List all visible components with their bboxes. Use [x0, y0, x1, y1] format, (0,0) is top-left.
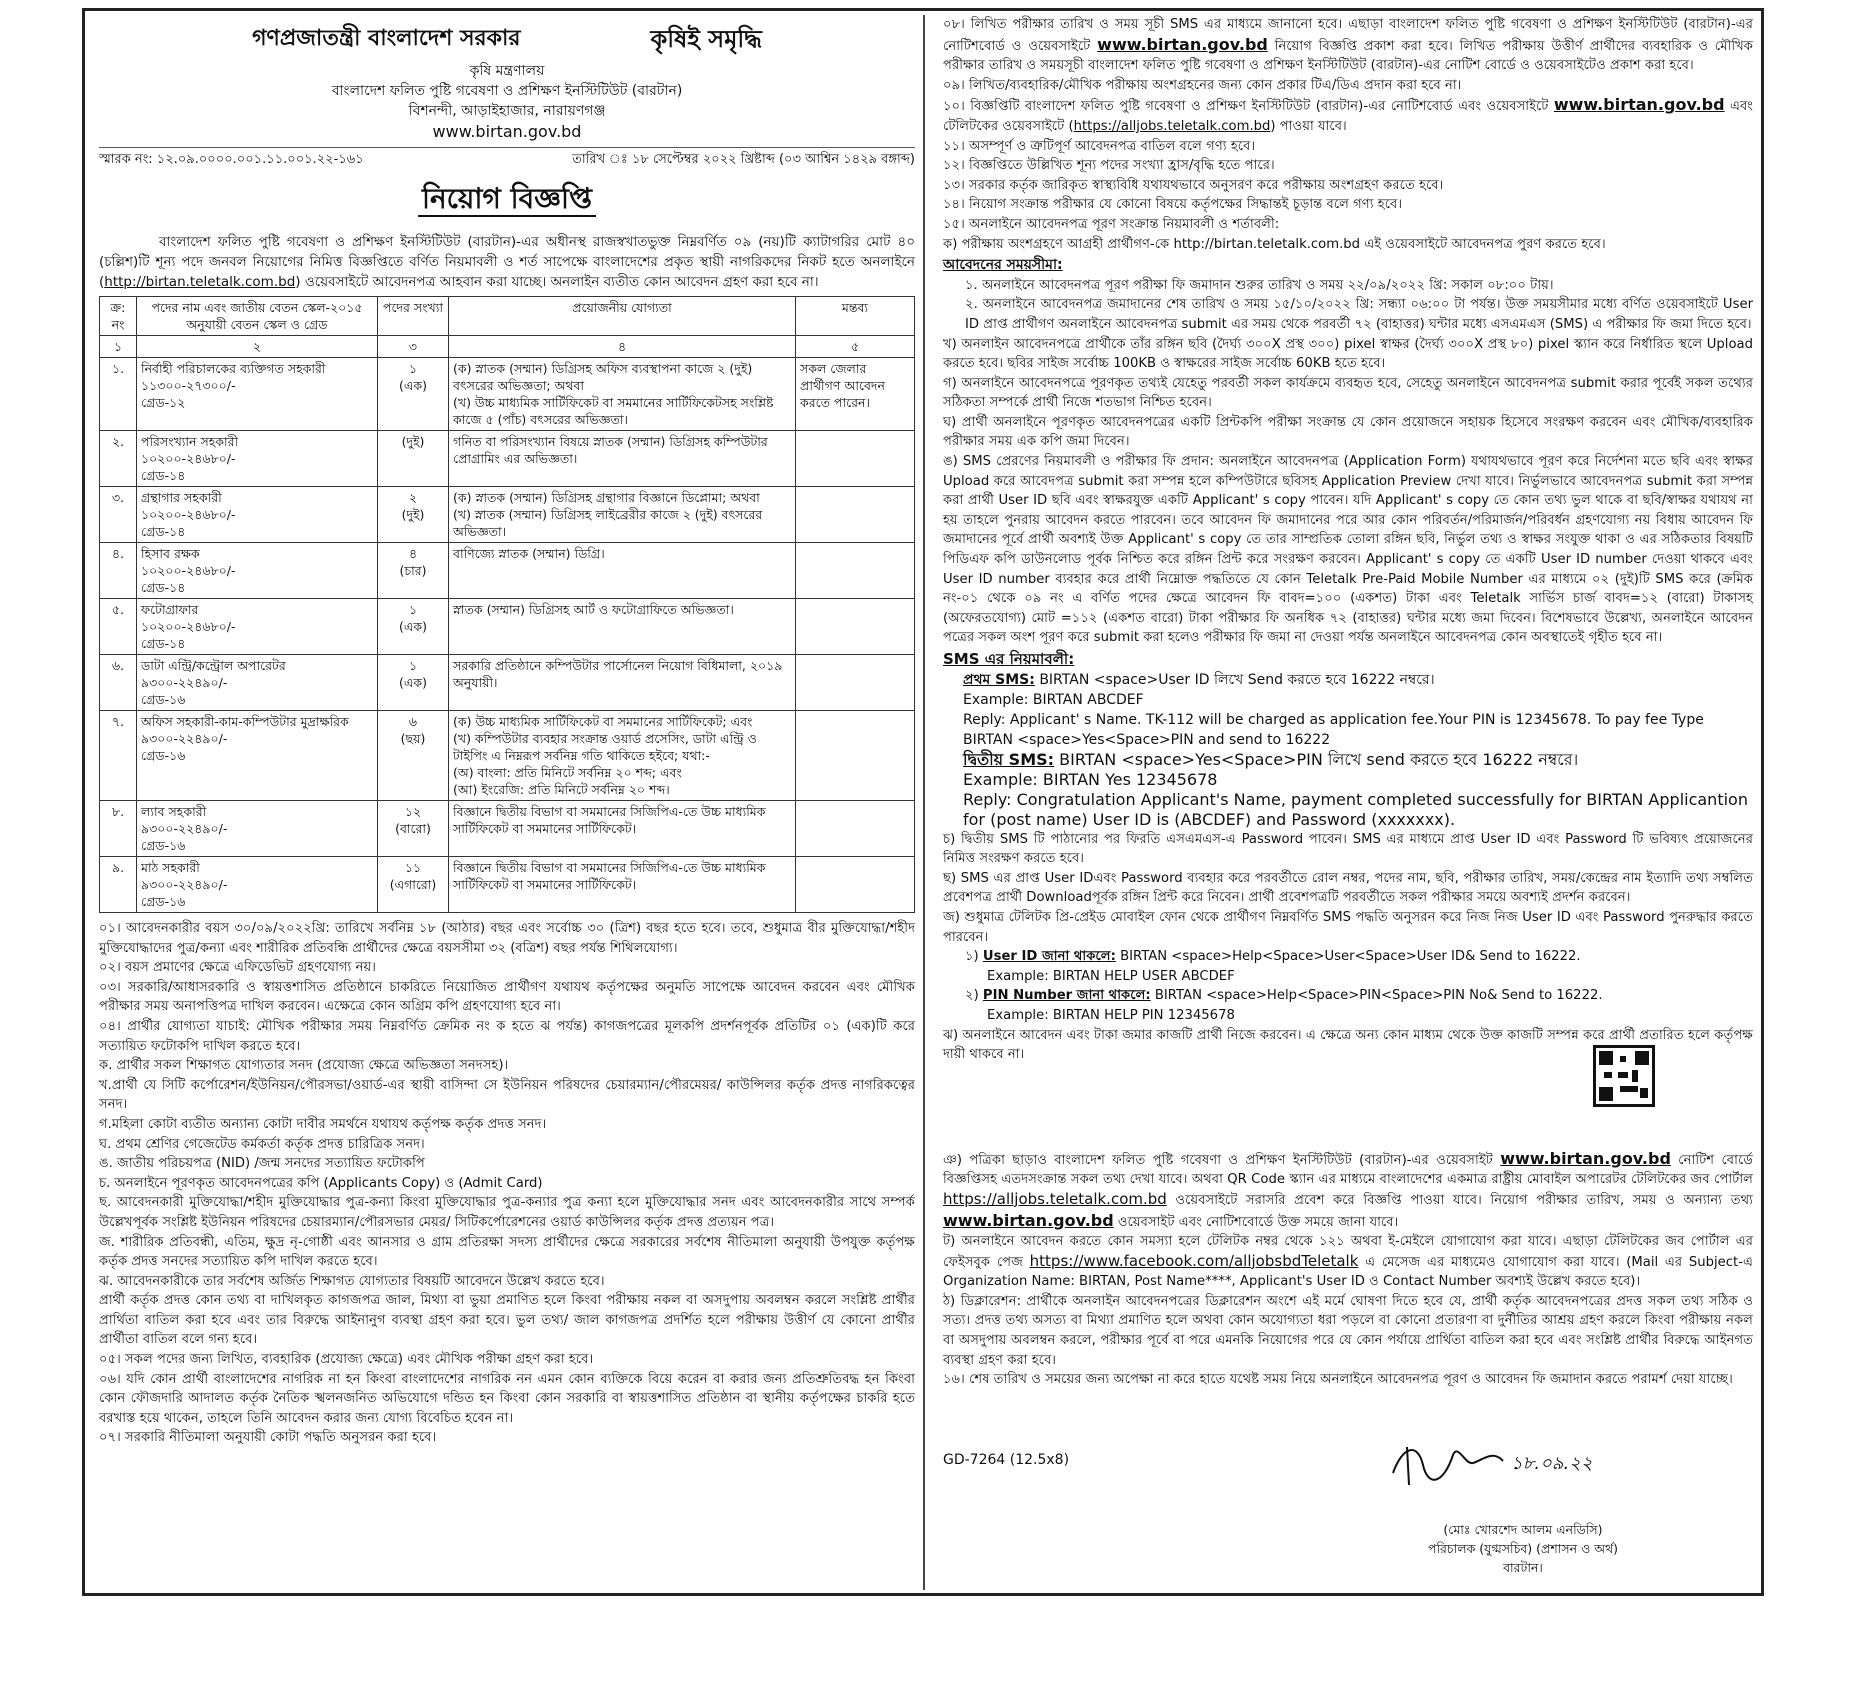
- qualification-line: (ক) স্নাতক (সম্মান) ডিগ্রিসহ অফিস ব্যবস্থাপনা কাজে ২ (দুই) বৎসরের অভিজ্ঞতা; অথবা: [453, 361, 753, 393]
- qualification-line: (অ) বাংলা: প্রতি মিনিটে সর্বনিম্ন ২০ শব্দ; এবং: [453, 765, 682, 780]
- serial-cell: ৬.: [100, 655, 137, 711]
- col-number: ৫: [796, 336, 915, 358]
- table-row: [100, 543, 915, 599]
- post-count-word: (এক): [398, 675, 427, 690]
- condition-15: ১৫। অনলাইনে আবেদনপত্র পূরণ সংক্রান্ত নিয়মাবলী ও শর্তাবলী:: [943, 216, 1280, 232]
- website-link[interactable]: www.birtan.gov.bd: [1553, 95, 1725, 115]
- memo-number: স্মারক নং: ১২.০৯.০০০০.০০১.১১.০০১.২২-১৬১: [99, 152, 364, 167]
- col-header-post: পদের নাম এবং জাতীয় বেতন স্কেল-২০১৫ অনুযায়ী বেতন স্কেল ও গ্রেড: [137, 297, 378, 336]
- password-rule: চ) দ্বিতীয় SMS টি পাঠানোর পর ফিরতি এসএমএস-এ Password পাবেন। SMS এর মাধ্যমে প্রাপ্ত User ID এবং Password টি ভবিষ্যৎ প্রয়োজনের নিমিত্ত সংরক্ষণ করতে হবে।: [943, 831, 1753, 867]
- header-top-row: [99, 21, 915, 61]
- institute-website[interactable]: www.birtan.gov.bd: [432, 122, 582, 141]
- post-name: অফিস সহকারী-কাম-কম্পিউটার মুদ্রাক্ষরিক: [141, 714, 349, 729]
- qualification-line: বিজ্ঞানে দ্বিতীয় বিভাগ বা সমমানের সিজিপিএ-তে উচ্চ মাধ্যমিক সার্টিফিকেট বা সমমানের সার্টিফিকেট।: [453, 804, 766, 836]
- first-sms-label: প্রথম SMS:: [963, 671, 1035, 688]
- post-cell: [137, 358, 378, 431]
- deadline-start: ১. অনলাইনে আবেদনপত্র পূরণ পরীক্ষা ফি জমাদান শুরুর তারিখ ও সময় ২২/০৯/২০২২ খ্রি: সকাল ০৮:০০ টায়।: [965, 277, 1554, 293]
- post-name: হিসাব রক্ষক: [141, 546, 200, 561]
- qr-module: [1620, 1086, 1638, 1092]
- condition-09: ০৯। লিখিত/ব্যবহারিক/মৌখিক পরীক্ষায় অংশগ্রহনের জন্য কোন প্রকার টিএ/ডিএ প্রদান করা হবে না।: [943, 77, 1462, 93]
- admit-card-rule: ছ) SMS এর প্রাপ্ত User IDএবং Password ব্যবহার করে পরবর্তীতে রোল নম্বর, পদের নাম, ছবি, পরীক্ষার তারিখ, সময়/কেন্দ্রের নাম ইত্যাদি তথ্য সম্বলিত প্রবেশপত্র প্রার্থী Downloadপূর্বক রঙ্গিন প্রিন্ট করে নিবেন। প্রার্থী প্রবেশপত্রটি পরবর্তীতে সকল পরীক্ষার সময়ে অবশ্যই প্রদর্শন করবেন।: [943, 870, 1753, 906]
- remarks-cell: সকল জেলার প্রার্থীগণ আবেদন করতে পারেন।: [796, 358, 915, 431]
- table-row: [100, 857, 915, 913]
- qualification-cell: [449, 857, 796, 913]
- qualification-line: (খ) উচ্চ মাধ্যমিক সার্টিফিকেট বা সমমানের সার্টিফিকেটসহ সংশ্লিষ্ট কাজে ৫ (পাঁচ) বৎসরের অভিজ্ঞতা।: [453, 395, 774, 427]
- qualification-cell: [449, 599, 796, 655]
- serial-cell: ৩.: [100, 487, 137, 543]
- qualification-line: (খ) স্নাতক (সম্মান) ডিগ্রিসহ লাইব্রেরীর কাজে ২ (দুই) বৎসরের অভিজ্ঞতা।: [453, 507, 763, 539]
- institute-name: বাংলাদেশ ফলিত পুষ্টি গবেষণা ও প্রশিক্ষণ ইনস্টিটিউট (বারটান): [331, 83, 683, 99]
- serial-cell: ৫.: [100, 599, 137, 655]
- condition-item: ঙ. জাতীয় পরিচয়পত্র (NID) /জন্ম সনদের সত্যায়িত ফটোকপি: [99, 1156, 425, 1172]
- deadline-end: ২. অনলাইনে আবেদনপত্র জমাদানের শেষ তারিখ ও সময় ১৫/১০/২০২২ খ্রি: সন্ধ্যা ০৬:০০ টা পর্যন্ত। উক্ত সময়সীমার মধ্যে বর্ণিত ওয়েবসাইটে User ID প্রাপ্ত প্রার্থীগণ অনলাইনে আবেদনপত্র submit এর সময় থেকে পরবর্তী ৭২ (বাহাত্তর) ঘন্টার মধ্যে এসএমএস (SMS) এ পরীক্ষার ফি জমা দিতে হবে।: [965, 297, 1753, 332]
- condition-text: ওয়েবসাইট এবং নোটিশবোর্ডে উক্ত সময়ে জানা যাবে।: [1117, 1214, 1399, 1230]
- qualification-cell: [449, 801, 796, 857]
- count-cell: [378, 487, 449, 543]
- recover-userid-example: Example: BIRTAN HELP USER ABCDEF: [987, 968, 1235, 984]
- printcopy-rule: ঘ) প্রার্থী অনলাইনে পূরণকৃত আবেদনপত্রের একটি প্রিন্টকপি পরীক্ষা সংক্রান্ত যে কোন প্রয়োজনে সহায়ক হিসেবে সংরক্ষণ করবেন এবং মৌখিক/ব্যবহারিক পরীক্ষার সময় এক কপি জমা দিবেন।: [943, 414, 1753, 450]
- second-sms-reply: Reply: Congratulation Applicant's Name, payment completed successfully for BIRTAN Applicantion for (post name) User ID is (ABCDEF) and Password (xxxxxxx).: [963, 789, 1748, 829]
- institute-address: বিশনন্দী, আড়াইহাজার, নারায়ণগঞ্জ: [408, 103, 606, 119]
- post-name: মাঠ সহকারী: [141, 860, 200, 875]
- qr-code[interactable]: [1593, 1045, 1655, 1107]
- declaration-rule: ঠ) ডিক্লারেশন: প্রার্থীকে অনলাইন আবেদনপত্রের ডিক্লারেশন অংশে এই মর্মে ঘোষণা দিতে হবে যে, প্রার্থী কর্তৃক আবেদনপত্রের প্রদত্ত সকল তথ্য সঠিক ও সত্য। প্রদত্ত তথ্য অসত্য বা মিথ্যা প্রমাণিত হলে অথবা কোন অযোগ্যতা ধরা পড়লে বা কোনো প্রতারণা বা দুর্নীতির আশ্রয় গ্রহণ করলে কিংবা পরীক্ষায় নকল বা অসদুপায় অবলম্বন করলে, পরীক্ষার পূর্বে বা পরে এমনকি নিয়োগের পরে যে কোন পর্যায়ে প্রার্থিতা বাতিল করা হবে এবং সংশ্লিষ্ট প্রার্থীর বিরুদ্ধে আইনগত ব্যবস্থা গ্রহণ করা হবে।: [943, 1293, 1753, 1368]
- recover-userid-label: User ID জানা থাকলে:: [982, 949, 1116, 965]
- qr-module: [1640, 1088, 1648, 1098]
- grade: গ্রেড-১৬: [141, 894, 186, 909]
- col-header-remarks: মন্তব্য: [796, 297, 915, 336]
- qr-module: [1618, 1072, 1628, 1078]
- condition-16: ১৬। শেষ তারিখ ও সময়ের জন্য অপেক্ষা না করে হাতে যথেষ্ট সময় নিয়ে অনলাইনে আবেদনপত্র পূরণ ও আবেদন ফি জমাদান করতে পরামর্শ দেয়া যাচ্ছে।: [943, 1372, 1733, 1388]
- qualification-line: (আ) ইংরেজি: প্রতি মিনিটে সর্বনিম্ন ২০ শব্দ।: [453, 782, 670, 797]
- grade: গ্রেড-১৪: [141, 580, 186, 595]
- count-cell: [378, 431, 449, 487]
- condition-text: ঞ) পত্রিকা ছাড়াও বাংলাদেশ ফলিত পুষ্টি গবেষণা ও প্রশিক্ষণ ইনস্টিটিউট (বারটান)-এর ওয়েবসাইট: [943, 1152, 1493, 1168]
- memo-row: [99, 147, 915, 171]
- recover-pin-example: Example: BIRTAN HELP PIN 12345678: [987, 1007, 1235, 1023]
- condition-item: ০২। বয়স প্রমাণের ক্ষেত্রে এফিডেভিট গ্রহণযোগ্য নয়।: [99, 960, 376, 976]
- count-cell: [378, 358, 449, 431]
- photo-signature-rule: খ) অনলাইন আবেদনপত্রে প্রার্থীকে তাঁর রঙ্গিন ছবি (দৈর্ঘ্য ৩০০X প্রস্থ ৩০০) pixel স্বাক্ষর (দৈর্ঘ্য ৩০০X প্রস্থ ৮০) pixel স্ক্যান করে নির্ধারিত স্থলে Upload করতে হবে। ছবির সাইজ সর্বোচ্চ 100KB ও স্বাক্ষরের সাইজ সর্বোচ্চ 60KB হতে হবে।: [943, 336, 1753, 372]
- teletalk-link[interactable]: https://alljobs.teletalk.com.bd: [1073, 118, 1271, 134]
- remarks-cell: [796, 487, 915, 543]
- sms-fee-rule: ঙ) SMS প্রেরণের নিয়মাবলী ও পরীক্ষার ফি প্রদান: অনলাইনে আবেদনপত্র (Application Form) যথাযথভাবে পূরণ করে নির্দেশনা মতে ছবি এবং স্বাক্ষর Upload করে আবেদপত্র submit করা সম্পন্ন হলে কম্পিউটারে ছবিসহ Application Preview দেখা যাবে। নির্ভুলভাবে আবেদনপত্র submit করা সম্পন্ন করা প্রার্থী User ID ছবি এবং স্বাক্ষরযুক্ত একটি Applicant' s copy পাবেন। যদি Applicant' s copy তে কোন তথ্য ভুল থাকে বা ছবি/স্বাক্ষর যথাযথ না হয় তাহলে পুনরায় আবেদন করতে পারবেন। তবে আবেদন ফি জমাদানের পরে আর কোন পরিবর্তন/পরিমার্জন/পরিবর্ধন গ্রহণযোগ্য নয় বিধায় আবেদন ফি জমাদানের পূর্বে প্রার্থী অবশ্যই উক্ত Applicant' s copy তে তার সাম্প্রতিক তোলা রঙ্গিন ছবি, নির্ভুল তথ্য ও স্বাক্ষর সংযুক্ত থাকা ও এর সঠিকতার বিষয়টি পিডিএফ কপি ডাউনলোড পূর্বক নিশ্চিত করে রঙ্গিন প্রিন্ট করে সংরক্ষণ করবেন। Applicant' s copy তে একটি User ID number দেওয়া থাকবে এবং User ID number ব্যবহার করে প্রার্থী নিম্নোক্ত পদ্ধতিতে যে কোন Teletalk Pre-Paid Mobile Number এর মাধ্যমে ০২ (দুই)টি SMS করে (ক্রমিক নং-০১ থেকে ০৯ নং এ বর্ণিত পদের ক্ষেত্রে আবেদন ফি বাবদ=১০০ (একশত) টাকা এবং Teletalk সার্ভিস চার্জ বাবদ=১২ (বারো) টাকাসহ (অফেরতযোগ্য) মোট =১১২ (একশত বারো) টাকা পরীক্ষার ফি অনধিক ৭২ (বাহাত্তর) ঘন্টার মধ্যে জমা দিবেন। বিশেষভাবে উল্লেখ্য, অনলাইনে আবেদন পত্রের সকল অংশ পূরণ করে submit করা হলেও পরীক্ষার ফি জমা না দেওয়া পর্যন্ত অনলাইনে আবেদনপত্র কোন অবস্থাতেই গৃহীত হবে না।: [943, 454, 1753, 646]
- qualification-line: সরকারি প্রতিষ্ঠানে কম্পিউটার পার্সোনেল নিয়োগ বিধিমালা, ২০১৯ অনুযায়ী।: [453, 658, 783, 690]
- title-text: নিয়োগ বিজ্ঞপ্তি: [418, 182, 596, 217]
- posts-table: [99, 296, 915, 913]
- recovery-rule: জ) শুধুমাত্র টেলিটক প্রি-প্রেইড মোবাইল ফোন থেকে প্রার্থীগণ নিম্নবর্ণিত SMS পদ্ধতি অনুসরন করে নিজ নিজ User ID এবং Password পুনরুদ্ধার করতে পারবেন।: [943, 909, 1753, 945]
- pay-scale: ১১৩০০-২৭৩০০/-: [141, 378, 236, 393]
- grade: গ্রেড-১৬: [141, 838, 186, 853]
- first-sms-example: Example: BIRTAN ABCDEF: [963, 691, 1144, 708]
- condition-08: [943, 15, 1753, 76]
- recover-userid-text: BIRTAN <space>Help<Space>User<Space>User ID& Send to 16222.: [1120, 949, 1581, 965]
- qr-finder: [1599, 1087, 1613, 1101]
- condition-text: ওয়েবসাইটে সরাসরি প্রবেশ করে বিজ্ঞপ্তি পাওয়া যাবে। নিয়োগ পরীক্ষার তারিখ, সময় ও অন্যান্য তথ্য: [1175, 1192, 1753, 1208]
- signatory-name: (মোঃ খোরশেদ আলম এনডিসি): [1443, 1522, 1603, 1537]
- condition-text: নোটিশ বোর্ডে বিজ্ঞপ্তিসহ এতদসংক্রান্ত সকল তথ্য দেখা যাবে। অথবা QR Code স্ক্যান এর মাধ্যমে বাংলাদেশের একমাত্র রাষ্ট্রীয় মোবাইল অপারেটর টেলিটকের জব পোর্টাল: [943, 1152, 1753, 1188]
- qualification-line: (ক) উচ্চ মাধ্যমিক সার্টিফিকেট বা সমমানের সার্টিফিকেট; এবং: [453, 714, 753, 729]
- qr-finder: [1599, 1051, 1613, 1065]
- serial-cell: ৪.: [100, 543, 137, 599]
- application-link[interactable]: http://birtan.teletalk.com.bd: [104, 274, 296, 290]
- serial-cell: ৯.: [100, 857, 137, 913]
- second-sms-label: দ্বিতীয় SMS:: [963, 749, 1055, 769]
- table-row: [100, 431, 915, 487]
- column-number-row: [100, 336, 915, 358]
- qr-module: [1632, 1070, 1638, 1082]
- slogan: কৃষিই সমৃদ্ধি: [650, 25, 762, 53]
- intro-text-1: বাংলাদেশ ফলিত পুষ্টি গবেষণা ও প্রশিক্ষণ ইনস্টিটিউট (বারটান)-এর অধীনস্থ রাজস্বখাতভুক্ত নিম্নবর্ণিত ০৯ (নয়)টি ক্যাটাগরির মোট ৪০ (চল্লিশ)টি শূন্য পদে জনবল নিয়োগের নিমিত্ত বিজ্ঞপ্তিতে বর্ণিত নিয়মাবলী ও শর্ত সাপেক্ষে বাংলাদেশের প্রকৃত স্থায়ী নাগরিকদের নিকট হতে অনলাইনে (: [99, 234, 915, 290]
- qualification-line: বাণিজ্যে স্নাতক (সম্মান) ডিগ্রি।: [453, 546, 605, 561]
- qualification-cell: [449, 655, 796, 711]
- sms-rules-heading: SMS এর নিয়মাবলী:: [943, 650, 1075, 668]
- remarks-cell: [796, 711, 915, 801]
- post-count-word: (এক): [398, 378, 427, 393]
- count-cell: [378, 655, 449, 711]
- col-number: ৪: [449, 336, 796, 358]
- condition-text: এ মেসেজ এর মাধ্যমেও যোগাযোগ করা যাবে। (Mail এর Subject-এ Organization Name: BIRTAN, Post Name****, Applicant's User ID ও Contact Number অবশ্যই উল্লেখ করতে হবে)।: [943, 1254, 1753, 1290]
- teletalk-link[interactable]: https://alljobs.teletalk.com.bd: [943, 1189, 1167, 1208]
- pay-scale: ৯৩০০-২২৪৯০/-: [141, 731, 228, 746]
- qualification-line: গনিত বা পরিসংখ্যান বিষয়ে স্নাতক (সম্মান) ডিগ্রিসহ কম্পিউটার প্রোগ্রামিং এর অভিজ্ঞতা।: [453, 434, 768, 466]
- col-header-qualification: প্রয়োজনীয় যোগ্যতা: [449, 297, 796, 336]
- serial-cell: ২.: [100, 431, 137, 487]
- condition-item: ছ. আবেদনকারী মুক্তিযোদ্ধা/শহীদ মুক্তিযোদ্ধার পুত্র-কন্যা কিংবা মুক্তিযোদ্ধার পুত্র-কন্যার পুত্র কন্যা হলে মুক্তিযোদ্ধার সনদ এবং আবেদনকারীর সাথে সম্পর্ক উল্লেখপূর্বক সংশ্লিষ্ট ইউনিয়ন পরিষদের চেয়ারম্যান/পৌরসভার মেয়র/ সিটিকর্পোরেশনের ওয়ার্ড কাউন্সিলর কর্তৃক প্রদত্ত প্রত্যয়ন পত্র।: [99, 1195, 915, 1230]
- condition-text: এবং টেলিটকের ওয়েবসাইটে (: [943, 99, 1753, 134]
- condition-13: ১৩। সরকার কর্তৃক জারিকৃত স্বাস্থ্যবিধি যথাযথভাবে অনুসরণ করে পরীক্ষায় অংশগ্রহণ করতে হবে।: [943, 177, 1444, 193]
- post-count: ৬: [408, 714, 418, 729]
- post-name: ডাটা এন্ট্রি/কন্ট্রোল অপারেটর: [141, 658, 286, 673]
- post-count: ১: [408, 361, 418, 376]
- pay-scale: ৯৩০০-২২৪৯০/-: [141, 821, 228, 836]
- post-name: ল্যাব সহকারী: [141, 804, 207, 819]
- pay-scale: ১০২০০-২৪৬৮০/-: [141, 507, 236, 522]
- remarks-cell: [796, 857, 915, 913]
- gd-number: GD-7264 (12.5x8): [943, 1452, 1070, 1468]
- table-row: [100, 801, 915, 857]
- intro-text-2: ) ওয়েবসাইটে আবেদনপত্র আহবান করা যাচ্ছে। অনলাইন ব্যতীত কোন আবেদন গ্রহণ করা হবে না।: [295, 274, 819, 290]
- second-sms-text: BIRTAN <space>Yes<Space>PIN লিখে send করতে হবে 16222 নম্বরে।: [1059, 749, 1579, 769]
- condition-item: ক. প্রার্থীর সকল শিক্ষাগত যোগ্যতার সনদ (প্রযোজ্য ক্ষেত্রে অভিজ্ঞতা সনদসহ)।: [99, 1058, 509, 1074]
- post-count: ১১: [404, 860, 422, 875]
- website-link[interactable]: www.birtan.gov.bd: [943, 1210, 1114, 1230]
- condition-item: খ.প্রার্থী যে সিটি কর্পোরেশন/ইউনিয়ন/পৌরসভা/ওয়ার্ড-এর স্থায়ী বাসিন্দা সে ইউনিয়ন পরিষদের চেয়ারম্যান/পৌরমেয়র/ কাউন্সিলর কর্তৃক প্রদত্ত নাগরিকত্বের সনদ।: [99, 1077, 915, 1113]
- grade: গ্রেড-১৬: [141, 748, 186, 763]
- post-cell: [137, 655, 378, 711]
- sms-instructions: [943, 670, 1753, 830]
- notice-date: তারিখ ঃ ১৮ সেপ্টেম্বর ২০২২ খ্রিষ্টাব্দ (০৩ আশ্বিন ১৪২৯ বঙ্গাব্দ): [572, 152, 915, 167]
- qr-module: [1604, 1072, 1612, 1078]
- website-link[interactable]: www.birtan.gov.bd: [1500, 1148, 1671, 1168]
- condition-item: প্রার্থী কর্তৃক প্রদত্ত কোন তথ্য বা দাখিলকৃত কাগজপত্র জাল, মিথ্যা বা ভুয়া প্রমাণিত হলে কিংবা পরীক্ষায় নকল বা অসদুপায় অবলম্বন করলে সংশ্লিষ্ট প্রার্থীর প্রার্থিতা বাতিল করা হবে এবং তার বিরুদ্ধে আইনানুগ ব্যবস্থা গ্রহণ করা হবে। ভুল তথ্য/ জাল কাগজপত্র প্রদর্শিত হলে পরীক্ষায় উত্তীর্ণ যে কোনো প্রার্থীর প্রার্থীতা বাতিল বলে গন্য হবে।: [99, 1293, 915, 1348]
- pay-scale: ১০২০০-২৪৬৮০/-: [141, 451, 236, 466]
- website-info-rule: [943, 1149, 1753, 1232]
- table-row: [100, 358, 915, 431]
- count-cell: [378, 857, 449, 913]
- second-sms: [963, 750, 1753, 770]
- government-name: গণপ্রজাতন্ত্রী বাংলাদেশ সরকার: [252, 26, 521, 51]
- post-count: ১২: [404, 804, 422, 819]
- post-count-word: (ছয়): [400, 731, 426, 746]
- signature-date: ১৮.০৯.২২: [1511, 1453, 1593, 1474]
- count-cell: [378, 801, 449, 857]
- grade: গ্রেড-১২: [141, 395, 186, 410]
- pay-scale: ১০২০০-২৪৬৮০/-: [141, 563, 236, 578]
- qualification-line: (খ) কম্পিউটার ব্যবহার সংক্রান্ত ওয়ার্ড প্রসেসিং, ডাটা এন্ট্রি ও টাইপিং এ নিম্নরূপ সর্বনিম্ন গতি থাকিতে হইবে; যথা:-: [453, 731, 757, 763]
- table-row: [100, 655, 915, 711]
- post-name: নির্বাহী পরিচালকের ব্যক্তিগত সহকারী: [141, 361, 326, 376]
- post-cell: [137, 487, 378, 543]
- count-cell: [378, 711, 449, 801]
- condition-11: ১১। অসম্পূর্ণ ও ত্রুটিপূর্ণ আবেদনপত্র বাতিল বলে গণ্য হবে।: [943, 138, 1256, 154]
- serial-cell: ১.: [100, 358, 137, 431]
- facebook-link[interactable]: https://www.facebook.com/alljobsbdTeletalk: [1029, 1251, 1359, 1270]
- condition-text: ট) অনলাইনে আবেদন করতে কোন সমস্যা হলে টেলিটক নম্বর থেকে ১২১ অথবা ই-মেইলে যোগাযোগ করা যাবে। এছাড়া টেলিটকের জব পোর্টাল এর ফেইসবুক পেজ: [943, 1234, 1753, 1270]
- count-cell: [378, 599, 449, 655]
- condition-12: ১২। বিজ্ঞপ্তিতে উল্লিখিত শূন্য পদের সংখ্যা হ্রাস/বৃদ্ধি হতে পারে।: [943, 158, 1275, 174]
- intro-paragraph: [99, 232, 915, 292]
- qualification-cell: [449, 711, 796, 801]
- notice-page: [82, 8, 1764, 1596]
- qualification-line: বিজ্ঞানে দ্বিতীয় বিভাগ বা সমমানের সিজিপিএ-তে উচ্চ মাধ্যমিক সার্টিফিকেট বা সমমানের সার্টিফিকেট।: [453, 860, 766, 892]
- table-header-row: [100, 297, 915, 336]
- count-cell: [378, 543, 449, 599]
- post-name: পরিসংখ্যান সহকারী: [141, 434, 239, 449]
- condition-15-ka: ক) পরীক্ষায় অংশগ্রহণে আগ্রহী প্রার্থীগণ-কে http://birtan.teletalk.com.bd এই ওয়েবসাইটে আবেদনপত্র পুরণ করতে হবে।: [943, 236, 1606, 252]
- grade: গ্রেড-১৪: [141, 636, 186, 651]
- table-row: [100, 711, 915, 801]
- serial-cell: ৭.: [100, 711, 137, 801]
- condition-text: ০৮। লিখিত পরীক্ষার তারিখ ও সময় সূচী SMS এর মাধ্যমে জানানো হবে। এছাড়া বাংলাদেশ ফলিত পুষ্টি গবেষণা ও প্রশিক্ষণ ইনস্টিটিউট (বারটান)-এর নোটিশবোর্ড ও ওয়েবসাইটে: [943, 17, 1753, 54]
- remarks-cell: [796, 431, 915, 487]
- post-count-word: (দুই): [401, 434, 425, 449]
- post-cell: [137, 599, 378, 655]
- qualification-line: (ক) স্নাতক (সম্মান) ডিগ্রিসহ গ্রন্থাগার বিজ্ঞানে ডিপ্লোমা; অথবা: [453, 490, 760, 505]
- post-cell: [137, 857, 378, 913]
- table-row: [100, 487, 915, 543]
- website-link[interactable]: www.birtan.gov.bd: [1097, 34, 1268, 54]
- grade: গ্রেড-১৪: [141, 524, 186, 539]
- posts-table-body: [100, 358, 915, 913]
- post-count: ১: [408, 602, 418, 617]
- condition-text: নিয়োগ বিজ্ঞপ্তি প্রকাশ করা হবে। লিখিত পরীক্ষায় উত্তীর্ণ প্রার্থীদের ব্যবহারিক ও মৌখিক পরীক্ষার তারিখ ও সময়সূচী বাংলাদেশ ফলিত পুষ্টি গবেষণা ও প্রশিক্ষণ ইনস্টিটিউট (বারটান)-এর নোটিশ বোর্ডে ও ওয়েবসাইটেও প্রকাশ করা হবে।: [943, 38, 1753, 74]
- qualification-line: স্নাতক (সম্মান) ডিগ্রিসহ আর্ট ও ফটোগ্রাফিতে অভিজ্ঞতা।: [453, 602, 734, 617]
- left-column: [91, 15, 925, 1590]
- condition-item: ঘ. প্রথম শ্রেণির গেজেটেড কর্মকর্তা কর্তৃক প্রদত্ত চারিত্রিক সনদ।: [99, 1136, 425, 1152]
- remarks-cell: [796, 543, 915, 599]
- condition-item: জ. শারীরিক প্রতিবন্ধী, এতিম, ক্ষুদ্র নৃ-গোষ্ঠী এবং আনসার ও গ্রাম প্রতিরক্ষা সদস্য প্রার্থীদের ক্ষেত্রে সরকারের সর্বশেষ নীতিমালা অনুযায়ী উপযুক্ত কর্তৃপক্ষ কর্তৃক প্রদত্ত সনদের সত্যায়িত কপি দাখিল করতে হবে।: [99, 1234, 915, 1270]
- condition-item: ০১। আবেদনকারীর বয়স ৩০/০৯/২০২২খ্রি: তারিখে সর্বনিম্ন ১৮ (আঠার) বছর এবং সর্বোচ্চ ৩০ (ত্রিশ) বছর হতে হবে। তবে, শুধুমাত্র বীর মুক্তিযোদ্ধা/শহীদ মুক্তিযোদ্ধাদের পুত্র/কন্যা এবং শারীরিক প্রতিবন্ধি প্রার্থীদের ক্ষেত্রে বয়সসীমা ৩২ (বত্রিশ) বছর পর্যন্ত শিথিলযোগ্য।: [99, 921, 915, 956]
- condition-text: ) পাওয়া যাবে।: [1270, 118, 1347, 134]
- condition-item: গ.মহিলা কোটা ব্যতীত অন্যান্য কোটা দাবীর সমর্থনে যথাযথ কর্তৃপক্ষ কর্তৃক প্রদত্ত সনদ।: [99, 1116, 547, 1132]
- condition-item: ০৬। যদি কোন প্রার্থী বাংলাদেশের নাগরিক না হন কিংবা বাংলাদেশের নাগরিক নন এমন কোন ব্যক্তিকে বিয়ে করেন বা করার জন্য প্রতিশ্রুতিবদ্ধ হন কিংবা কোন ফৌজদারি আদালত কর্তৃক নৈতিক স্খলনজনিত অভিযোগে দন্ডিত হন কিংবা কোন সরকারি বা স্বায়ত্তশাসিত প্রতিষ্ঠান বা স্থানীয় কর্তৃপক্ষের চাকরি হতে বরখাস্ত হয়ে থাকেন, তাহলে তিনি আবেদন করার জন্য যোগ্য বিবেচিত হবেন না।: [99, 1371, 915, 1426]
- second-sms-example: Example: BIRTAN Yes 12345678: [963, 769, 1218, 789]
- qualification-cell: [449, 358, 796, 431]
- general-conditions: [99, 919, 915, 1448]
- recover-pin-label: PIN Number জানা থাকলে:: [982, 988, 1151, 1004]
- deadline-heading: আবেদনের সময়সীমা:: [943, 257, 1063, 274]
- condition-item: ০৪। প্রার্থীর যোগ্যতা যাচাই: মৌখিক পরীক্ষার সময় নিম্নবর্ণিত ক্রেমিক নং ক হতে ঝ পর্যন্ত) কাগজপত্রের মূলকপি প্রদর্শনপূর্বক প্রতিটির ০১ (এক)টি করে সত্যায়িত ফটোকপি দাখিল করতে হবে।: [99, 1018, 915, 1054]
- helpline-rule: [943, 1232, 1753, 1292]
- pay-scale: ১০২০০-২৪৬৮০/-: [141, 619, 236, 634]
- post-cell: [137, 431, 378, 487]
- col-header-serial: ক্র: নং: [100, 297, 137, 336]
- qr-finder: [1635, 1051, 1649, 1065]
- remarks-cell: [796, 801, 915, 857]
- qualification-cell: [449, 543, 796, 599]
- col-number: ২: [137, 336, 378, 358]
- page-title: [99, 177, 915, 224]
- post-name: ফটোগ্রাফার: [141, 602, 199, 617]
- submit-accuracy-rule: গ) অনলাইনে আবেদনপত্রে পূরণকৃত তথ্যই যেহেতু পরবর্তী সকল কার্যক্রমে ব্যবহৃত হবে, সেহেতু অনলাইনে আবেদনপত্র submit করার পূর্বেই সকল তথ্যের সঠিকতা সম্পর্কে প্রার্থী নিজে শতভাগ নিশ্চিত হবেন।: [943, 375, 1753, 411]
- grade: গ্রেড-১৪: [141, 468, 186, 483]
- grade: গ্রেড-১৬: [141, 692, 186, 707]
- condition-item: ০৭। সরকারি নীতিমালা অনুযায়ী কোটা পদ্ধতি অনুসরন করা হবে।: [99, 1430, 437, 1446]
- self-apply-rule: ঝ) অনলাইনে আবেদন এবং টাকা জমার কাজটি প্রার্থী নিজে করবেন। এ ক্ষেত্রে অন্য কোন মাধ্যম থেকে উক্ত কাজটি সম্পন্ন করে প্রার্থী প্রতারিত হলে কর্তৃপক্ষ দায়ী থাকবে না।: [943, 1027, 1753, 1063]
- condition-14: ১৪। নিয়োগ সংক্রান্ত পরীক্ষার যে কোনো বিষয়ে কর্তৃপক্ষের সিদ্ধান্তই চূড়ান্ত বলে গণ্য হবে।: [943, 197, 1403, 213]
- signatory-organization: বারটান।: [1503, 1560, 1543, 1575]
- condition-item: চ. অনলাইনে পূরণকৃত আবেদনপত্রের কপি (Applicants Copy) ও (Admit Card): [99, 1175, 543, 1191]
- qualification-cell: [449, 431, 796, 487]
- post-count-word: (দুই): [401, 507, 425, 522]
- first-sms-text: BIRTAN <space>User ID লিখে Send করতে হবে 16222 নম্বরে।: [1039, 671, 1435, 688]
- condition-item: ০৫। সকল পদের জন্য লিখিত, ব্যবহারিক (প্রযোজ্য ক্ষেত্রে) এবং মৌখিক পরীক্ষা গ্রহণ করা হবে।: [99, 1352, 594, 1368]
- signatory-block: [1353, 1520, 1693, 1577]
- condition-item: ০৩। সরকারি/আধাসরকারি ও স্বায়ত্তশাসিত প্রতিষ্ঠানে চাকরিতে নিয়োজিত প্রার্থীগণ যথাযথ কর্তৃপক্ষের অনুমতি সাপেক্ষে আবেদন করবেন এবং মৌখিক পরীক্ষার সময় অনাপত্তিপত্র দাখিল করবেন। এক্ষেত্রে কোন অগ্রিম কপি গ্রহণযোগ্য হবে না।: [99, 979, 915, 1015]
- signature: [1373, 1425, 1613, 1495]
- remarks-cell: [796, 655, 915, 711]
- first-sms-reply: Reply: Applicant' s Name. TK-112 will be charged as application fee.Your PIN is 12345678. To pay fee Type BIRTAN <space>Yes<Space>PIN and send to 16222: [963, 711, 1704, 748]
- pay-scale: ৯৩০০-২২৪৯০/-: [141, 675, 228, 690]
- recover-pin: ২) PIN Number জানা থাকলে: BIRTAN <space>Help<Space>PIN<Space>PIN No& Send to 16222.: [965, 988, 1603, 1004]
- condition-10: [943, 95, 1753, 136]
- qualification-cell: [449, 487, 796, 543]
- post-count-word: (এগারো): [389, 877, 437, 892]
- col-header-count: পদের সংখ্যা: [378, 297, 449, 336]
- pay-scale: ৯৩০০-২২৪৯০/-: [141, 877, 228, 892]
- conditions-after-sms: [943, 830, 1753, 1390]
- ministry-name: কৃষি মন্ত্রণালয়: [469, 63, 545, 79]
- post-count-word: (চার): [399, 563, 427, 578]
- post-count: ৪: [408, 546, 418, 561]
- remarks-cell: [796, 599, 915, 655]
- col-number: ১: [100, 336, 137, 358]
- condition-item: ঝ. আবেদনকারীকে তার সর্বশেষ অর্জিত শিক্ষাগত যোগ্যতার বিষয়টি আবেদনে উল্লেখ করতে হবে।: [99, 1273, 605, 1289]
- col-number: ৩: [378, 336, 449, 358]
- right-column: [933, 15, 1759, 1590]
- post-cell: [137, 711, 378, 801]
- post-count: ১: [408, 658, 418, 673]
- table-row: [100, 599, 915, 655]
- post-count-word: (এক): [398, 619, 427, 634]
- post-cell: [137, 801, 378, 857]
- serial-cell: ৮.: [100, 801, 137, 857]
- recover-pin-text: BIRTAN <space>Help<Space>PIN<Space>PIN No& Send to 16222.: [1154, 988, 1603, 1004]
- post-name: গ্রন্থাগার সহকারী: [141, 490, 222, 505]
- conditions-continued: [943, 15, 1753, 670]
- condition-text: ১০। বিজ্ঞপ্তিটি বাংলাদেশ ফলিত পুষ্টি গবেষণা ও প্রশিক্ষণ ইনস্টিটিউট (বারটান)-এর নোটিশবোর্ড এবং ওয়েবসাইটে: [943, 99, 1549, 115]
- signatory-title: পরিচালক (যুগ্মসচিব) (প্রশাসন ও অর্থ): [1427, 1541, 1619, 1556]
- post-cell: [137, 543, 378, 599]
- qr-module: [1620, 1056, 1626, 1062]
- recover-userid: ১) User ID জানা থাকলে: BIRTAN <space>Help<Space>User<Space>User ID& Send to 16222.: [965, 949, 1581, 965]
- first-sms: [963, 670, 1753, 690]
- post-count: ২: [408, 490, 418, 505]
- post-count-word: (বারো): [395, 821, 431, 836]
